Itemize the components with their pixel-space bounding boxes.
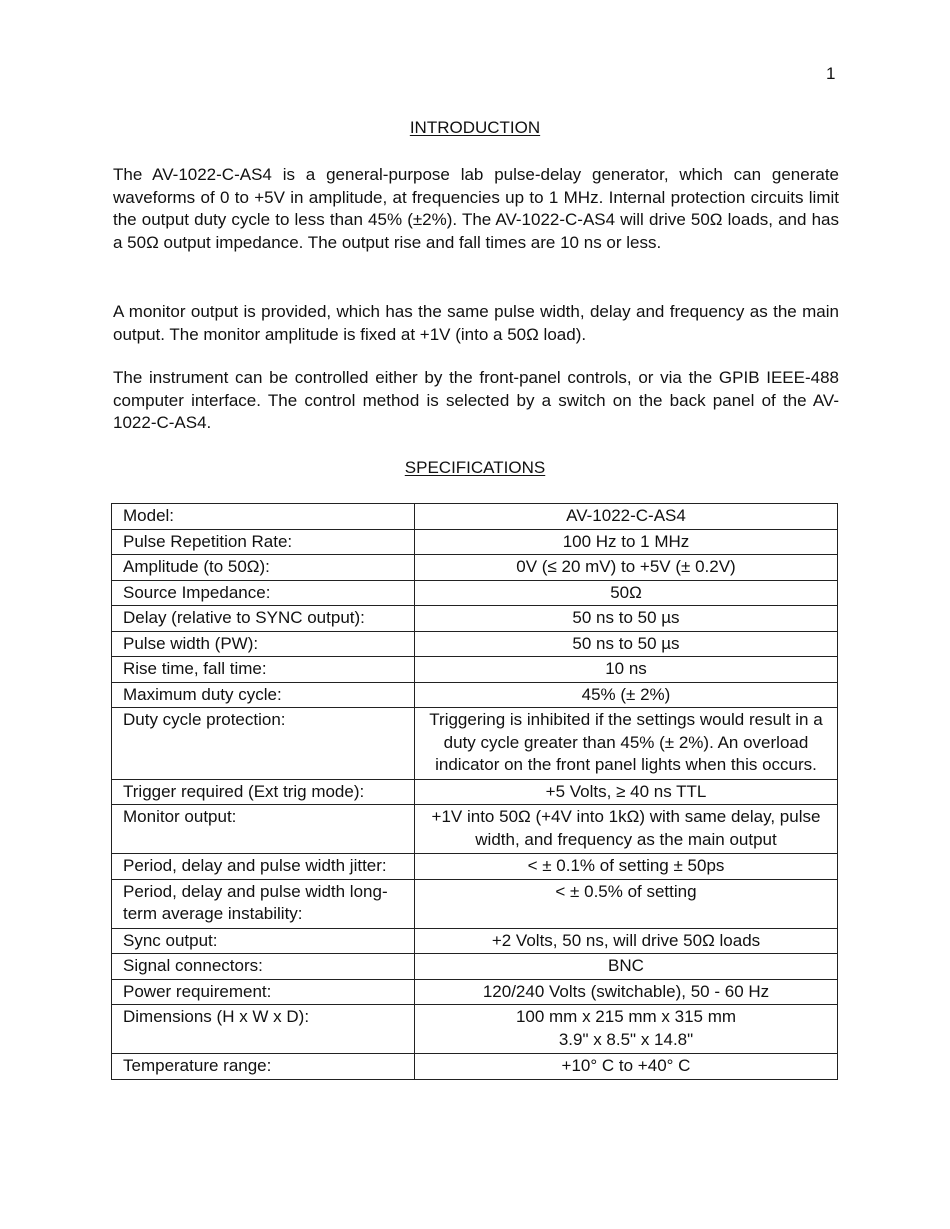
spec-value: 100 mm x 215 mm x 315 mm 3.9" x 8.5" x 14.8"	[415, 1005, 838, 1054]
spec-row	[112, 504, 838, 530]
spec-row	[112, 854, 838, 880]
spec-label: Period, delay and pulse width jitter:	[112, 854, 415, 880]
spec-row	[112, 580, 838, 606]
spec-label: Source Impedance:	[112, 580, 415, 606]
spec-row	[112, 1054, 838, 1080]
spec-label: Maximum duty cycle:	[112, 682, 415, 708]
spec-value: +5 Volts, ≥ 40 ns TTL	[415, 779, 838, 805]
spec-label: Pulse width (PW):	[112, 631, 415, 657]
spec-row	[112, 779, 838, 805]
spec-value: +1V into 50Ω (+4V into 1kΩ) with same delay, pulse width, and frequency as the main output	[415, 805, 838, 854]
introduction-heading: INTRODUCTION	[409, 118, 541, 137]
spec-label: Duty cycle protection:	[112, 708, 415, 780]
spec-value: +2 Volts, 50 ns, will drive 50Ω loads	[415, 928, 838, 954]
spec-value: 120/240 Volts (switchable), 50 - 60 Hz	[415, 979, 838, 1005]
spec-row	[112, 606, 838, 632]
spec-label: Dimensions (H x W x D):	[112, 1005, 415, 1054]
spec-label: Amplitude (to 50Ω):	[112, 555, 415, 581]
spec-row	[112, 555, 838, 581]
spec-label: Period, delay and pulse width long-term average instability:	[112, 879, 415, 928]
spec-label: Monitor output:	[112, 805, 415, 854]
spec-label: Power requirement:	[112, 979, 415, 1005]
spec-row	[112, 657, 838, 683]
spec-value: 10 ns	[415, 657, 838, 683]
spec-value: < ± 0.1% of setting ± 50ps	[415, 854, 838, 880]
spec-value: 0V (≤ 20 mV) to +5V (± 0.2V)	[415, 555, 838, 581]
spec-row	[112, 708, 838, 780]
spec-value: < ± 0.5% of setting	[415, 879, 838, 928]
spec-row	[112, 979, 838, 1005]
spec-label: Signal connectors:	[112, 954, 415, 980]
intro-paragraph: The AV-1022-C-AS4 is a general-purpose lab pulse-delay generator, which can generate waveforms of 0 to +5V in amplitude, at frequencies up to 1 MHz. Internal protection circuits limit the output duty cycle to less than 45% (±2%). The AV-1022-C-AS4 will drive 50Ω loads, and has a 50Ω output impedance. The output rise and fall times are 10 ns or less.	[113, 165, 839, 252]
spec-label: Model:	[112, 504, 415, 530]
spec-value: BNC	[415, 954, 838, 980]
spec-row	[112, 631, 838, 657]
intro-paragraph: A monitor output is provided, which has the same pulse width, delay and frequency as the main output. The monitor amplitude is fixed at +1V (into a 50Ω load).	[113, 302, 839, 344]
spec-label: Delay (relative to SYNC output):	[112, 606, 415, 632]
spec-label: Sync output:	[112, 928, 415, 954]
intro-paragraph: The instrument can be controlled either by the front-panel controls, or via the GPIB IEEE-488 computer interface. The control method is selected by a switch on the back panel of the AV-1022-C-AS4.	[113, 368, 839, 432]
spec-row	[112, 954, 838, 980]
spec-value: AV-1022-C-AS4	[415, 504, 838, 530]
spec-label: Pulse Repetition Rate:	[112, 529, 415, 555]
spec-row	[112, 928, 838, 954]
spec-value: 45% (± 2%)	[415, 682, 838, 708]
spec-value: +10° C to +40° C	[415, 1054, 838, 1080]
spec-value: Triggering is inhibited if the settings would result in a duty cycle greater than 45% (± 2%). An overload indicator on the front panel lights when this occurs.	[415, 708, 838, 780]
spec-row	[112, 879, 838, 928]
spec-row	[112, 529, 838, 555]
spec-row	[112, 805, 838, 854]
page-number: 1	[826, 64, 836, 83]
specifications-table	[111, 503, 838, 1080]
spec-value: 100 Hz to 1 MHz	[415, 529, 838, 555]
spec-label: Temperature range:	[112, 1054, 415, 1080]
specifications-heading: SPECIFICATIONS	[404, 458, 546, 477]
spec-value: 50Ω	[415, 580, 838, 606]
spec-row	[112, 682, 838, 708]
spec-label: Trigger required (Ext trig mode):	[112, 779, 415, 805]
spec-label: Rise time, fall time:	[112, 657, 415, 683]
spec-value: 50 ns to 50 µs	[415, 631, 838, 657]
spec-value: 50 ns to 50 µs	[415, 606, 838, 632]
spec-row	[112, 1005, 838, 1054]
